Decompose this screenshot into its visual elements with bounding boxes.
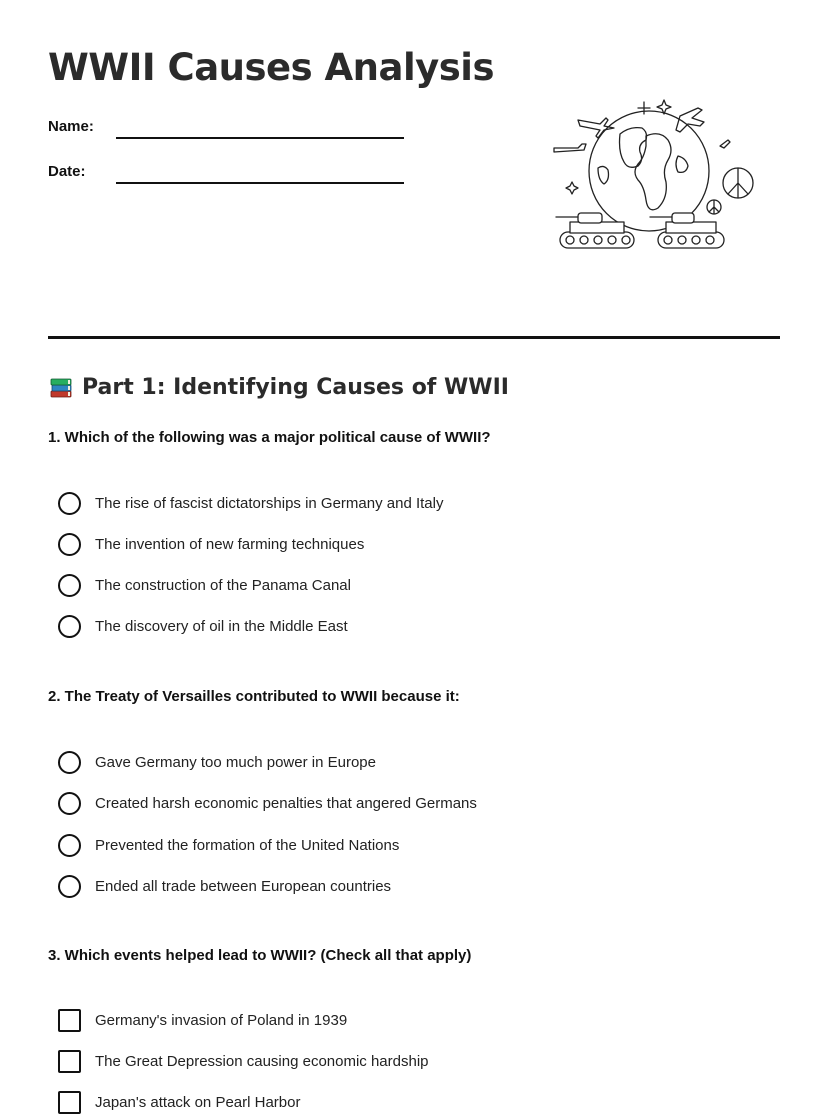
question-3-option-3[interactable]: [58, 1089, 300, 1115]
option-label: The construction of the Panama Canal: [95, 576, 351, 594]
question-3-option-2[interactable]: [58, 1048, 429, 1074]
question-3-prompt: 3. Which events helped lead to WWII? (Check all that apply): [48, 947, 472, 964]
radio-button[interactable]: [58, 574, 81, 597]
question-1-option-4[interactable]: [58, 613, 348, 639]
question-2-option-1[interactable]: [58, 749, 376, 775]
part1-heading: [48, 374, 509, 400]
tank-turret: [578, 213, 602, 223]
question-1-option-1[interactable]: [58, 490, 443, 516]
option-label: Germany's invasion of Poland in 1939: [95, 1011, 348, 1029]
radio-button[interactable]: [58, 875, 81, 898]
globe-with-tanks-and-planes-illustration: [548, 96, 756, 256]
question-2-option-4[interactable]: [58, 873, 391, 899]
question-3-option-1[interactable]: [58, 1007, 347, 1033]
tank-turret: [672, 213, 694, 223]
part1-heading-text: Part 1: Identifying Causes of WWII: [82, 374, 509, 400]
radio-button[interactable]: [58, 492, 81, 515]
radio-button[interactable]: [58, 533, 81, 556]
option-label: The Great Depression causing economic hardship: [95, 1052, 429, 1070]
option-label: The rise of fascist dictatorships in Germany and Italy: [95, 494, 444, 512]
question-2-option-3[interactable]: [58, 832, 399, 858]
option-label: Japan's attack on Pearl Harbor: [95, 1093, 301, 1111]
continent-shape: [676, 156, 688, 172]
books-icon: [48, 374, 74, 400]
peace-sign-large-lines: [728, 168, 748, 198]
option-label: Prevented the formation of the United Nations: [95, 836, 400, 854]
radio-button[interactable]: [58, 751, 81, 774]
checkbox[interactable]: [58, 1009, 81, 1032]
radio-button[interactable]: [58, 615, 81, 638]
radio-button[interactable]: [58, 834, 81, 857]
plane-shape: [554, 144, 586, 152]
option-label: Ended all trade between European countries: [95, 877, 392, 895]
worksheet-title: WWII Causes Analysis: [48, 46, 494, 89]
checkbox[interactable]: [58, 1050, 81, 1073]
radio-button[interactable]: [58, 792, 81, 815]
name-label: Name:: [48, 118, 94, 135]
plane-shape: [720, 140, 730, 148]
question-1-option-2[interactable]: [58, 531, 364, 557]
question-1-option-3[interactable]: [58, 572, 351, 598]
date-label: Date:: [48, 163, 86, 180]
option-label: The invention of new farming techniques: [95, 535, 365, 553]
continent-shape: [620, 128, 647, 168]
question-2-prompt: 2. The Treaty of Versailles contributed to WWII because it:: [48, 688, 460, 705]
continent-shape: [598, 166, 609, 184]
name-field[interactable]: [116, 137, 404, 139]
plane-shape: [578, 118, 614, 138]
date-field[interactable]: [116, 182, 404, 184]
peace-sign-small-lines: [709, 200, 719, 214]
sparkle-shape: [566, 182, 578, 194]
checkbox[interactable]: [58, 1091, 81, 1114]
section-divider: [48, 336, 780, 339]
question-1-prompt: 1. Which of the following was a major political cause of WWII?: [48, 429, 491, 446]
option-label: Gave Germany too much power in Europe: [95, 753, 376, 771]
tank-body: [560, 232, 634, 248]
option-label: The discovery of oil in the Middle East: [95, 617, 348, 635]
question-2-option-2[interactable]: [58, 790, 477, 816]
option-label: Created harsh economic penalties that angered Germans: [95, 794, 477, 812]
